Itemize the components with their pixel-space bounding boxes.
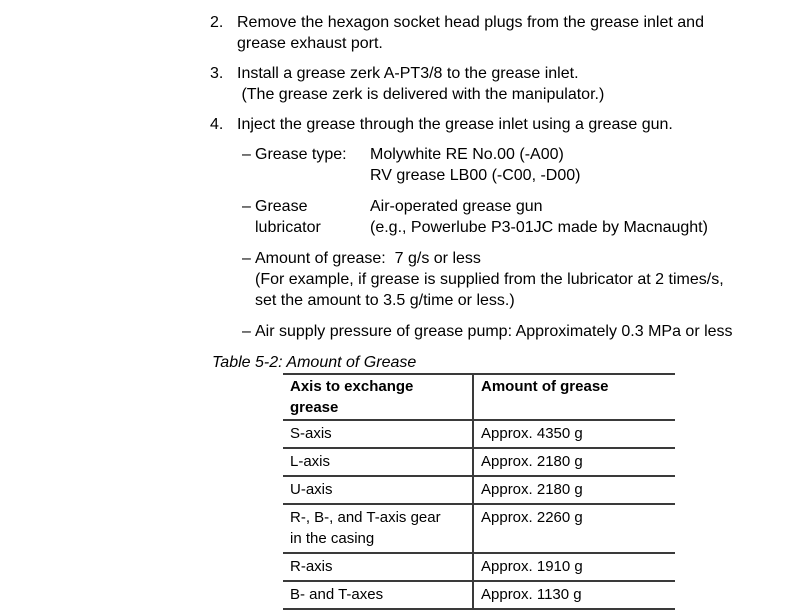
detail-item xyxy=(242,196,807,238)
axis-cell: S-axis xyxy=(283,420,473,448)
detail-label: Grease lubricator xyxy=(255,198,321,236)
table-header-row xyxy=(283,374,675,420)
step-number: 2. xyxy=(210,14,224,31)
dash-icon: – xyxy=(242,250,251,267)
dash-icon: – xyxy=(242,198,251,215)
details-section xyxy=(0,144,807,342)
detail-value-line: RV grease LB00 (-C00, -D00) xyxy=(370,167,581,184)
grease-amount-table xyxy=(283,373,675,610)
step-line: Inject the grease through the grease inlet using a grease gun. xyxy=(237,116,673,133)
step-text xyxy=(237,12,704,54)
detail-line: set the amount to 3.5 g/time or less.) xyxy=(255,292,515,309)
detail-value-line: (e.g., Powerlube P3-01JC made by Macnaught) xyxy=(370,219,708,236)
header-cell-amount: Amount of grease xyxy=(473,374,675,420)
step-line: (The grease zerk is delivered with the manipulator.) xyxy=(237,86,605,103)
detail-item xyxy=(242,321,807,342)
axis-line: in the casing xyxy=(290,530,375,547)
step-line: Remove the hexagon socket head plugs from the grease inlet and xyxy=(237,14,704,31)
step-item xyxy=(210,114,807,135)
detail-text xyxy=(255,321,733,342)
amount-cell: Approx. 2180 g xyxy=(473,448,675,476)
detail-text xyxy=(255,248,724,311)
axis-cell: B- and T-axes xyxy=(283,581,473,609)
steps-section xyxy=(0,12,807,135)
step-text xyxy=(237,63,604,105)
detail-value xyxy=(370,144,580,186)
detail-value-line: Molywhite RE No.00 (-A00) xyxy=(370,146,564,163)
amount-cell: Approx. 4350 g xyxy=(473,420,675,448)
step-text xyxy=(237,114,673,135)
step-number: 3. xyxy=(210,65,224,82)
axis-cell xyxy=(283,504,473,553)
amount-cell: Approx. 1130 g xyxy=(473,581,675,609)
axis-line: R-, B-, and T-axis gear xyxy=(290,509,441,526)
step-item xyxy=(210,63,807,105)
detail-line: Air supply pressure of grease pump: Approximately 0.3 MPa or less xyxy=(255,323,733,340)
step-line: grease exhaust port. xyxy=(237,35,383,52)
step-item xyxy=(210,12,807,54)
step-number: 4. xyxy=(210,116,224,133)
table-row xyxy=(283,553,675,581)
table-row xyxy=(283,476,675,504)
detail-item xyxy=(242,248,807,311)
axis-cell: U-axis xyxy=(283,476,473,504)
detail-value xyxy=(370,196,708,238)
amount-cell: Approx. 2180 g xyxy=(473,476,675,504)
detail-line: (For example, if grease is supplied from the lubricator at 2 times/s, xyxy=(255,271,724,288)
step-line: Install a grease zerk A-PT3/8 to the grease inlet. xyxy=(237,65,579,82)
dash-icon: – xyxy=(242,146,251,163)
detail-label: Grease type: xyxy=(255,146,347,163)
table-caption: Table 5-2: Amount of Grease xyxy=(212,354,417,371)
detail-value-line: Air-operated grease gun xyxy=(370,198,543,215)
detail-item xyxy=(242,144,807,186)
axis-cell: R-axis xyxy=(283,553,473,581)
header-cell-axis: Axis to exchange grease xyxy=(283,374,473,420)
table-row xyxy=(283,581,675,609)
detail-line: Amount of grease: 7 g/s or less xyxy=(255,250,481,267)
axis-cell: L-axis xyxy=(283,448,473,476)
dash-icon: – xyxy=(242,323,251,340)
table-row xyxy=(283,420,675,448)
amount-cell: Approx. 2260 g xyxy=(473,504,675,553)
table-row xyxy=(283,448,675,476)
amount-cell: Approx. 1910 g xyxy=(473,553,675,581)
table-row xyxy=(283,504,675,553)
